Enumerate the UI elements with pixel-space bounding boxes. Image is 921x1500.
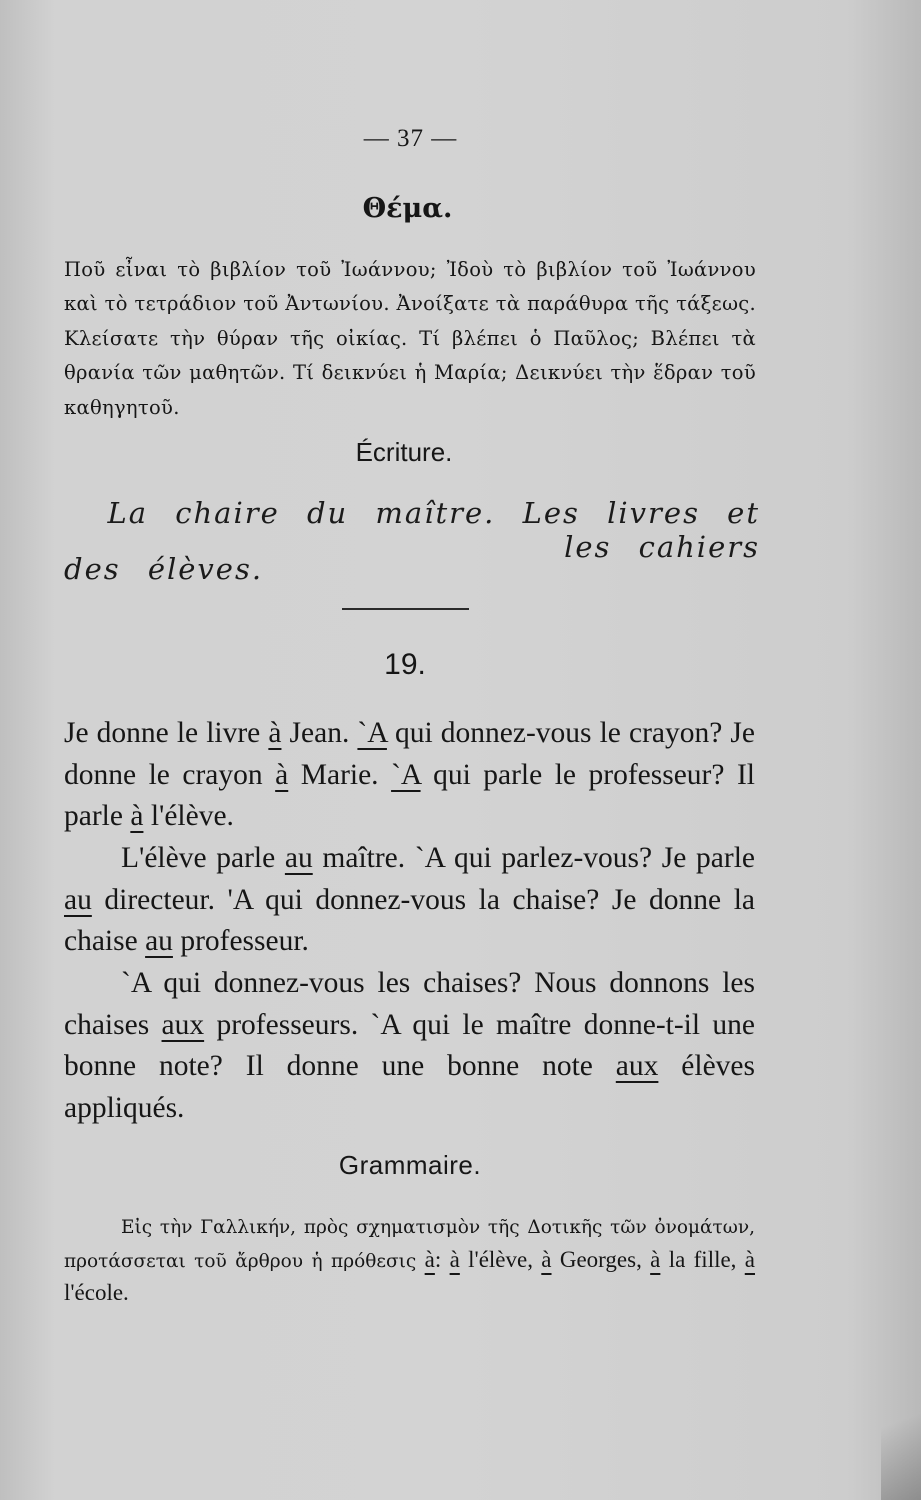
- underlined-preposition: au: [284, 842, 313, 874]
- text-run: `A qui donnez-vous les chaises? Nous donnons les chaises: [64, 967, 755, 1041]
- lesson-paragraph-2: [64, 838, 755, 963]
- ecriture-heading: Écriture.: [355, 437, 453, 467]
- grammaire-paragraph: [64, 1212, 755, 1311]
- underlined-preposition: au: [64, 883, 92, 916]
- lesson-paragraph-3: [64, 963, 755, 1129]
- text-run: Marie.: [288, 758, 392, 791]
- underlined-preposition: aux: [615, 1050, 659, 1083]
- example-word: la fille,: [660, 1246, 745, 1272]
- underlined-preposition: à: [130, 800, 144, 833]
- text-run: professeurs. `A qui le maître donne-t-il une bonne note? Il donne une bonne note: [64, 1008, 755, 1083]
- lesson-number: 19.: [384, 648, 426, 681]
- underlined-preposition: `A: [391, 758, 421, 791]
- text-run: qui donnez-vous le crayon? Je donne le crayon: [64, 717, 755, 791]
- section-divider: [342, 608, 469, 610]
- grammaire-greek-text: Εἰς τὴν Γαλλικήν, πρὸς σχηματισμὸν τῆς Δοτικῆς τῶν ὀνομάτων, προτάσσεται τοῦ ἄρθρου ἡ πρόθεσις: [64, 1217, 755, 1272]
- text-run: professeur.: [172, 925, 309, 958]
- underlined-preposition: aux: [161, 1008, 205, 1041]
- text-run: Je donne le livre: [64, 717, 269, 749]
- lesson-paragraph-1: [64, 713, 755, 838]
- underlined-preposition: au: [145, 925, 173, 958]
- grammaire-heading: Grammaire.: [338, 1150, 482, 1180]
- text-run: directeur. 'A qui donnez-vous la chaise? Je donne la chaise: [64, 883, 755, 958]
- example-word: l'élève,: [459, 1246, 542, 1272]
- text-run: L'élève parle: [121, 842, 285, 874]
- thema-paragraph: Ποῦ εἶναι τὸ βιβλίον τοῦ Ἰωάννου; Ἰδοὺ τὸ βιβλίον τοῦ Ἰωάννου καὶ τὸ τετράδιον τοῦ Ἀντωνίου. Ἀνοίξατε τὰ παράθυρα τῆς τάξεως. Κλείσατε τὴν θύραν τῆς οἰκίας. Τί βλέπει ὁ Παῦλος; Βλέπει τὰ θρανία τῶν μαθητῶν. Τί δεικνύει ἡ Μαρία; Δεικνύει τὴν ἕδραν τοῦ καθηγητοῦ.: [64, 258, 756, 419]
- example-preposition: à: [744, 1246, 755, 1272]
- grammaire-colon: :: [434, 1246, 450, 1272]
- underlined-preposition: `A: [357, 717, 387, 749]
- text-run: Jean.: [281, 717, 358, 749]
- example-preposition: à: [541, 1246, 552, 1272]
- grammaire-preposition: à: [424, 1246, 435, 1272]
- page-corner-stain: [881, 1390, 921, 1500]
- text-run: élèves appliqués.: [64, 1050, 755, 1124]
- example-preposition: à: [650, 1246, 661, 1272]
- cursive-line-1: La chaire du maître. Les livres et les cahiers: [107, 496, 760, 564]
- text-run: qui parle le professeur? Il parle: [64, 758, 755, 833]
- example-word: Georges,: [551, 1246, 651, 1272]
- text-run: l'élève.: [143, 800, 234, 833]
- cursive-line-2: des élèves.: [64, 552, 264, 586]
- page-number: — 37 —: [363, 125, 458, 152]
- underlined-preposition: à: [268, 717, 282, 749]
- example-word: l'école.: [64, 1280, 129, 1305]
- thema-heading: Θέμα.: [362, 193, 453, 224]
- underlined-preposition: à: [275, 758, 289, 791]
- example-preposition: à: [449, 1246, 460, 1272]
- text-run: maître. `A qui parlez-vous? Je parle: [312, 842, 755, 874]
